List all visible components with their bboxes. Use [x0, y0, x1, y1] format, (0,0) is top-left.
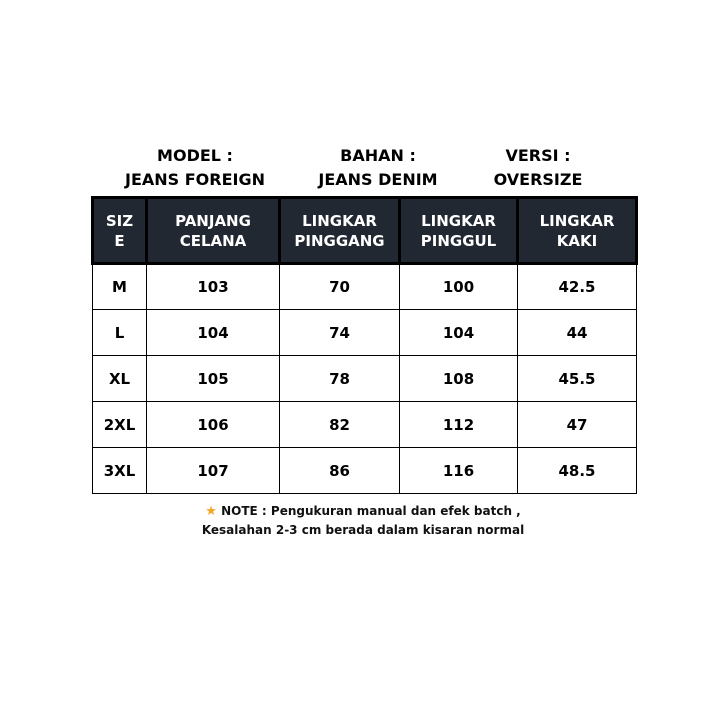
- table-row: [93, 402, 637, 448]
- panjang-cell: 105: [147, 356, 280, 402]
- measurement-note: [120, 502, 606, 539]
- size-chart-table: [91, 196, 638, 494]
- table-row: [93, 310, 637, 356]
- pinggang-cell: 74: [280, 310, 400, 356]
- kaki-cell: 42.5: [518, 264, 637, 310]
- panjang-cell: 104: [147, 310, 280, 356]
- bahan-label: BAHAN :: [340, 146, 416, 165]
- versi-value: OVERSIZE: [493, 170, 583, 189]
- size-cell: 3XL: [93, 448, 147, 494]
- kaki-cell: 44: [518, 310, 637, 356]
- pinggul-cell: 104: [400, 310, 518, 356]
- header-size: SIZ E: [93, 198, 147, 264]
- pinggang-cell: 82: [280, 402, 400, 448]
- pinggul-cell: 112: [400, 402, 518, 448]
- header-row: [93, 198, 637, 264]
- star-icon: ★: [205, 504, 217, 519]
- versi-label: VERSI :: [505, 146, 571, 165]
- header-lingkar-kaki: LINGKAR KAKI: [518, 198, 637, 264]
- note-line1: Pengukuran manual dan efek batch ,: [270, 504, 521, 518]
- pinggul-cell: 100: [400, 264, 518, 310]
- header-lingkar-pinggang: LINGKAR PINGGANG: [280, 198, 400, 264]
- pinggang-cell: 70: [280, 264, 400, 310]
- meta-versi: [463, 144, 613, 192]
- model-label: MODEL :: [157, 146, 233, 165]
- kaki-cell: 45.5: [518, 356, 637, 402]
- note-label: NOTE :: [221, 504, 267, 518]
- pinggang-cell: 78: [280, 356, 400, 402]
- panjang-cell: 107: [147, 448, 280, 494]
- table-row: [93, 448, 637, 494]
- table-row: [93, 356, 637, 402]
- panjang-cell: 106: [147, 402, 280, 448]
- header-panjang-celana: PANJANG CELANA: [147, 198, 280, 264]
- size-cell: XL: [93, 356, 147, 402]
- header-lingkar-pinggul: LINGKAR PINGGUL: [400, 198, 518, 264]
- size-cell: M: [93, 264, 147, 310]
- table-body: [93, 264, 637, 494]
- note-line2: Kesalahan 2-3 cm berada dalam kisaran normal: [201, 523, 525, 537]
- model-value: JEANS FOREIGN: [124, 170, 265, 189]
- table-row: [93, 264, 637, 310]
- kaki-cell: 47: [518, 402, 637, 448]
- meta-model: [120, 144, 270, 192]
- bahan-value: JEANS DENIM: [318, 170, 438, 189]
- table-header: [93, 198, 637, 264]
- kaki-cell: 48.5: [518, 448, 637, 494]
- panjang-cell: 103: [147, 264, 280, 310]
- pinggul-cell: 116: [400, 448, 518, 494]
- size-cell: 2XL: [93, 402, 147, 448]
- pinggang-cell: 86: [280, 448, 400, 494]
- size-cell: L: [93, 310, 147, 356]
- pinggul-cell: 108: [400, 356, 518, 402]
- meta-bahan: [303, 144, 453, 192]
